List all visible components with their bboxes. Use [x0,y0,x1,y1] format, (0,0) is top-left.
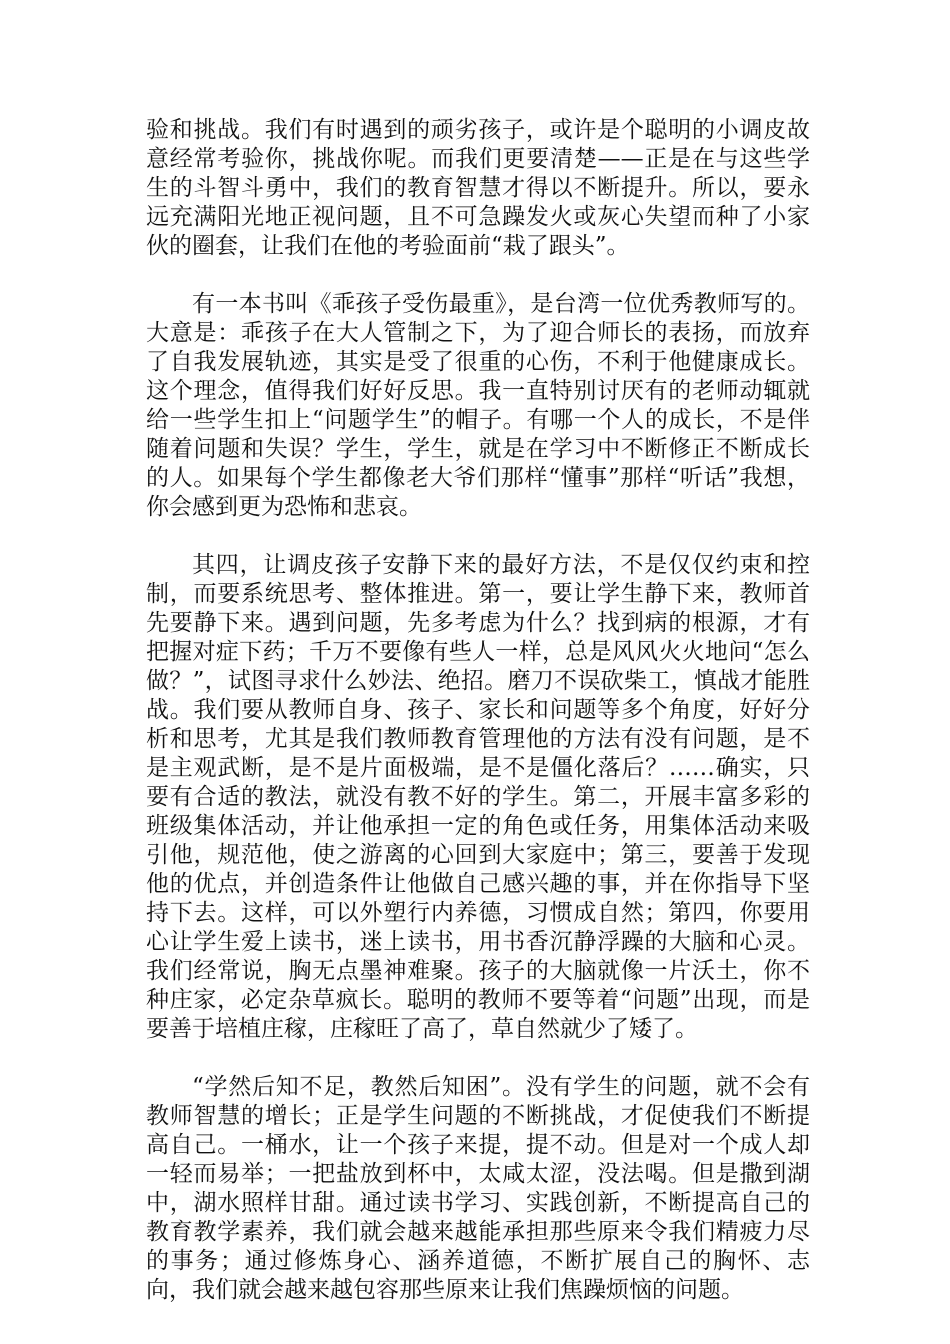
paragraph-conclusion: “学然后知不足，教然后知困”。没有学生的问题，就不会有教师智慧的增长；正是学生问题的不断挑战，才促使我们不断提高自己。一桶水，让一个孩子来提，提不动。但是对一个成人却一轻而易举；一把盐放到杯中，太咸太涩，没法喝。但是撒到湖中，湖水照样甘甜。通过读书学习、实践创新，不断提高自己的教育教学素养，我们就会越来越能承担那些原来令我们精疲力尽的事务；通过修炼身心、涵养道德，不断扩展自己的胸怀、志向，我们就会越来越包容那些原来让我们焦躁烦恼的问题。 [146,1074,810,1303]
paragraph-continuation: 验和挑战。我们有时遇到的顽劣孩子，或许是个聪明的小调皮故意经常考验你，挑战你呢。而我们更要清楚——正是在与这些学生的斗智斗勇中，我们的教育智慧才得以不断提升。所以，要永远充满阳光地正视问题，且不可急躁发火或灰心失望而种了小家伙的圈套，让我们在他的考验面前“栽了跟头”。 [146,117,810,259]
paragraph-book-reflection: 有一本书叫《乖孩子受伤最重》，是台湾一位优秀教师写的。大意是：乖孩子在大人管制之下，为了迎合师长的表扬，而放弃了自我发展轨迹，其实是受了很重的心伤，不利于他健康成长。这个理念，值得我们好好反思。我一直特别讨厌有的老师动辄就给一些学生扣上“问题学生”的帽子。有哪一个人的成长，不是伴随着问题和失误？学生，学生，就是在学习中不断修正不断成长的人。如果每个学生都像老大爷们那样“懂事”那样“听话”我想，你会感到更为恐怖和悲哀。 [146,291,810,520]
document-body [146,116,810,1305]
paragraph-fourth-point: 其四，让调皮孩子安静下来的最好方法，不是仅仅约束和控制，而要系统思考、整体推进。第一，要让学生静下来，教师首先要静下来。遇到问题，先多考虑为什么？找到病的根源，才有把握对症下药；千万不要像有些人一样，总是风风火火地问“怎么做？”，试图寻求什么妙法、绝招。磨刀不误砍柴工，慎战才能胜战。我们要从教师自身、孩子、家长和问题等多个角度，好好分析和思考，尤其是我们教师教育管理他的方法有没有问题，是不是主观武断，是不是片面极端，是不是僵化落后？……确实，只要有合适的教法，就没有教不好的学生。第二，开展丰富多彩的班级集体活动，并让他承担一定的角色或任务，用集体活动来吸引他，规范他，使之游离的心回到大家庭中；第三，要善于发现他的优点，并创造条件让他做自己感兴趣的事，并在你指导下坚持下去。这样，可以外塑行内养德，习惯成自然；第四，你要用心让学生爱上读书，迷上读书，用书香沉静浮躁的大脑和心灵。我们经常说，胸无点墨神难聚。孩子的大脑就像一片沃土，你不种庄家，必定杂草疯长。聪明的教师不要等着“问题”出现，而是要善于培植庄稼，庄稼旺了高了，草自然就少了矮了。 [146,552,810,1042]
